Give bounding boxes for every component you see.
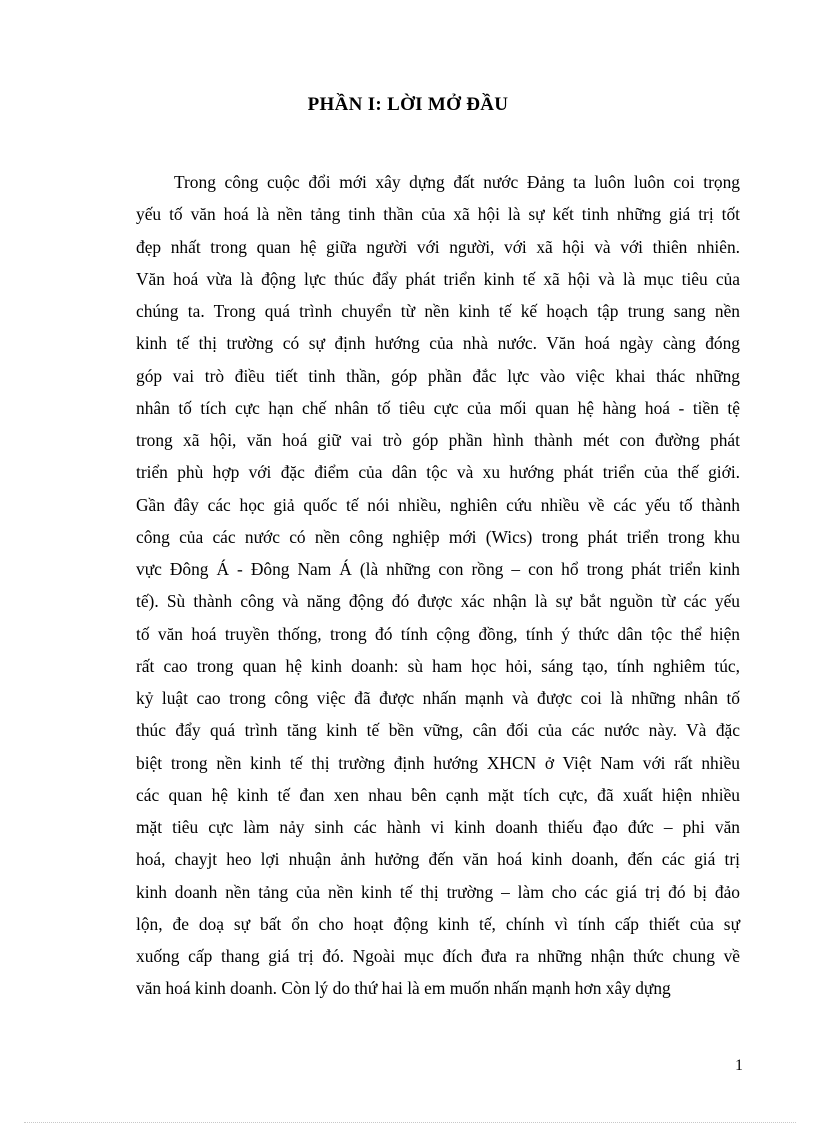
text-line: tố văn hoá truyền thống, trong đó tính cộng đồng, tính ý thức dân tộc thể hiện xyxy=(136,623,740,644)
text-line: chúng ta. Trong quá trình chuyển từ nền kinh tế kế hoạch tập trung sang nền xyxy=(136,301,740,321)
text-line: hoá, chayjt heo lợi nhuận ảnh hưởng đến văn hoá kinh doanh, đến các giá trị xyxy=(136,849,740,870)
text-line: văn hoá kinh doanh. Còn lý do thứ hai là em muốn nhấn mạnh hơn xây dựng xyxy=(136,978,671,999)
text-line: các quan hệ kinh tế đan xen nhau bên cạnh mặt tích cực, đã xuất hiện nhiều xyxy=(136,784,740,805)
text-line: biệt trong nền kinh tế thị trường định hướng XHCN ở Việt Nam với rất nhiều xyxy=(136,752,740,773)
text-line: lộn, đe doạ sự bất ổn cho hoạt động kinh tế, chính vì tính cấp thiết của sự xyxy=(136,913,740,934)
text-line: rất cao trong quan hệ kinh doanh: sù ham học hỏi, sáng tạo, tính nghiêm túc, xyxy=(136,655,740,676)
text-line: nhân tố tích cực hạn chế nhân tố tiêu cực của mối quan hệ hàng hoá - tiền tệ xyxy=(136,397,740,418)
text-line: Văn hoá vừa là động lực thúc đẩy phát triển kinh tế xã hội và là mục tiêu của xyxy=(136,268,740,289)
body-paragraph xyxy=(136,166,740,1005)
text-line: xuống cấp thang giá trị đó. Ngoài mục đích đưa ra những nhận thức chung về xyxy=(136,946,740,966)
text-line: kỷ luật cao trong công việc đã được nhấn mạnh và được coi là những nhân tố xyxy=(136,688,740,708)
text-line: mặt tiêu cực làm nảy sinh các hành vi kinh doanh thiếu đạo đức – phi văn xyxy=(136,817,740,837)
text-line: triển phù hợp với đặc điểm của dân tộc và xu hướng phát triển của thế giới. xyxy=(136,462,740,483)
text-line: yếu tố văn hoá là nền tảng tinh thần của xã hội là sự kết tinh những giá trị tốt xyxy=(136,204,740,225)
text-line: đẹp nhất trong quan hệ giữa người với người, với xã hội và với thiên nhiên. xyxy=(136,236,740,257)
page-title: PHẦN I: LỜI MỞ ĐẦU xyxy=(307,94,509,115)
text-line: kinh tế thị trường có sự định hướng của nhà nước. Văn hoá ngày càng đóng xyxy=(136,333,740,354)
text-line: công của các nước có nền công nghiệp mới (Wics) trong phát triển trong khu xyxy=(136,526,740,547)
text-line: thúc đẩy quá trình tăng kinh tế bền vững, cân đối của các nước này. Và đặc xyxy=(136,720,740,741)
text-line: góp vai trò điều tiết tinh thần, góp phần đắc lực vào việc khai thác những xyxy=(136,365,740,386)
text-line: Trong công cuộc đổi mới xây dựng đất nước Đảng ta luôn luôn coi trọng xyxy=(174,172,740,192)
text-line: kinh doanh nền tảng của nền kinh tế thị trường – làm cho các giá trị đó bị đảo xyxy=(136,881,740,902)
text-line: Gần đây các học giả quốc tế nói nhiều, nghiên cứu nhiều về các yếu tố thành xyxy=(136,494,740,515)
text-line: tế). Sù thành công và năng động đó được xác nhận là sự bắt nguồn từ các yếu xyxy=(136,591,740,612)
page-number: 1 xyxy=(735,1057,743,1074)
text-line: vực Đông Á - Đông Nam Á (là những con rồng – con hổ trong phát triển kinh xyxy=(136,559,740,579)
text-line: trong xã hội, văn hoá giữ vai trò góp phần hình thành mét con đường phát xyxy=(136,430,740,450)
